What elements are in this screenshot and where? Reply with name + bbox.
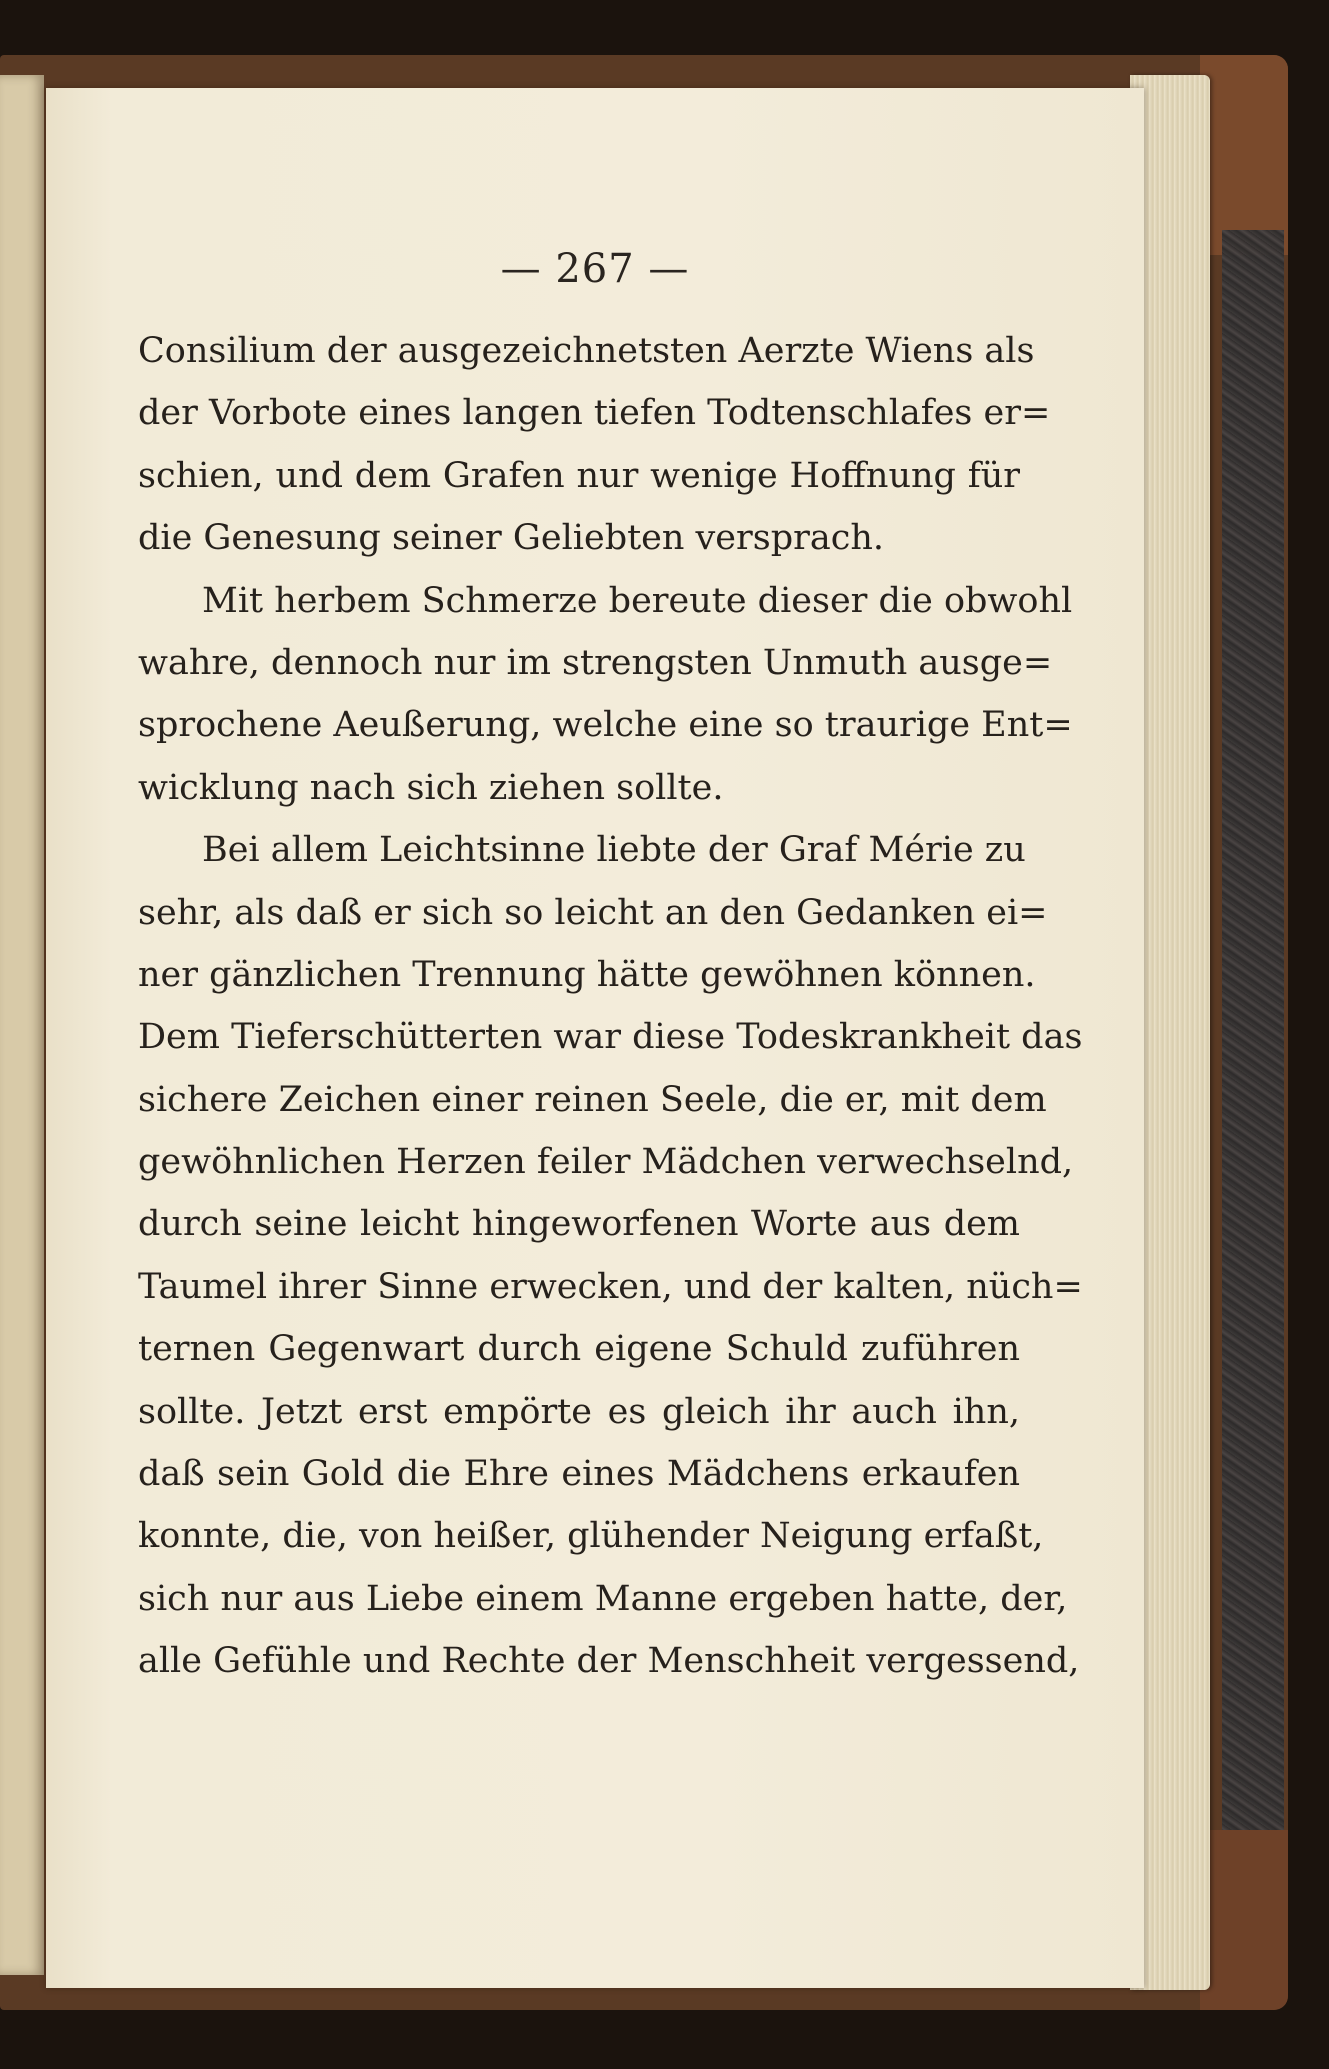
- text-line: alle Gefühle und Rechte der Menschheit vergessend,: [138, 1641, 1080, 1682]
- text-line: der Vorbote eines langen tiefen Todtenschlafes er=: [138, 393, 1051, 434]
- cover-marbled-board: [1222, 230, 1284, 1850]
- text-line: wahre, dennoch nur im strengsten Unmuth ausge=: [138, 642, 1053, 683]
- text-line: Mit herbem Schmerze bereute dieser die obwohl: [202, 580, 1073, 621]
- text-line: ner gänzlichen Trennung hätte gewöhnen können.: [138, 954, 1036, 995]
- text-line: sichere Zeichen einer reinen Seele, die er, mit dem: [138, 1079, 1047, 1120]
- page-number: — 267 —: [500, 246, 690, 292]
- text-line: sollte. Jetzt erst empörte es gleich ihr auch ihn,: [138, 1391, 1020, 1432]
- text-line: ternen Gegenwart durch eigene Schuld zuführen: [138, 1329, 1020, 1370]
- previous-page-edge: [0, 75, 44, 1975]
- text-line: konnte, die, von heißer, glühender Neigung erfaßt,: [138, 1516, 1044, 1557]
- book-page: [46, 88, 1144, 1988]
- cover-corner-bottom: [1200, 1830, 1288, 2010]
- text-line: sprochene Aeußerung, welche eine so traurige Ent=: [138, 705, 1073, 746]
- cover-corner-top: [1200, 55, 1288, 255]
- text-line: sehr, als daß er sich so leicht an den Gedanken ei=: [138, 892, 1048, 933]
- text-line: daß sein Gold die Ehre eines Mädchens erkaufen: [138, 1454, 1020, 1495]
- body-text: [138, 320, 1083, 1693]
- text-line: durch seine leicht hingeworfenen Worte aus dem: [138, 1204, 1020, 1245]
- text-line: Consilium der ausgezeichnetsten Aerzte Wiens als: [138, 331, 1035, 371]
- text-line: gewöhnlichen Herzen feiler Mädchen verwechselnd,: [138, 1142, 1074, 1183]
- text-line: sich nur aus Liebe einem Manne ergeben hatte, der,: [138, 1578, 1068, 1619]
- text-line: wicklung nach sich ziehen sollte.: [138, 767, 724, 808]
- text-line: Dem Tieferschütterten war diese Todeskrankheit das: [138, 1017, 1083, 1058]
- text-line: Bei allem Leichtsinne liebte der Graf Mérie zu: [202, 830, 1026, 871]
- text-line: Taumel ihrer Sinne erwecken, und der kalten, nüch=: [138, 1266, 1083, 1307]
- text-line: schien, und dem Grafen nur wenige Hoffnung für: [138, 455, 1020, 496]
- text-line: die Genesung seiner Geliebten versprach.: [138, 518, 884, 559]
